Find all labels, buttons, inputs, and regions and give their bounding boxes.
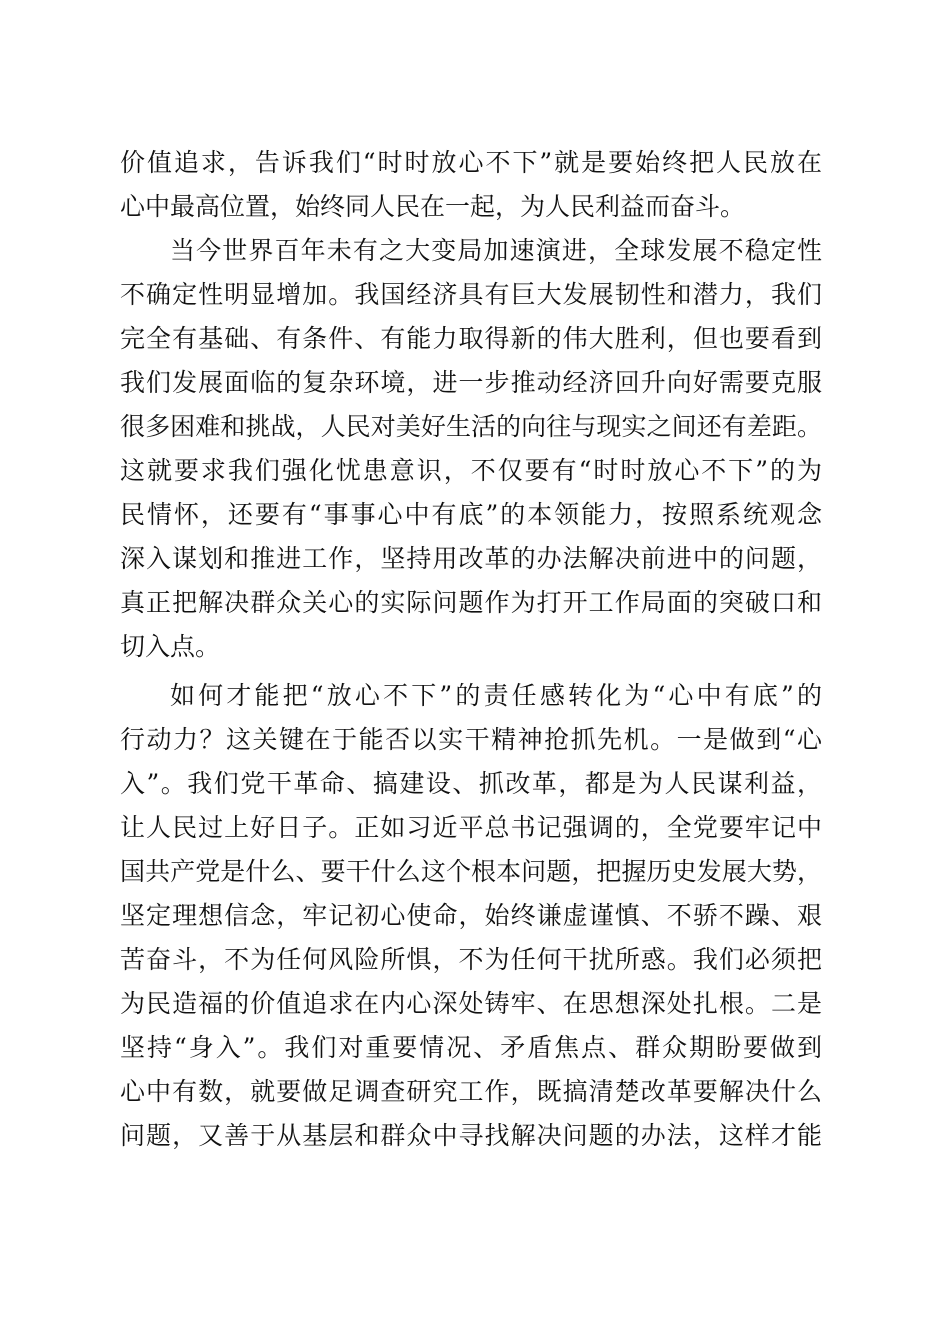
text-line: 问题，又善于从基层和群众中寻找解决问题的办法，这样才能 <box>120 1121 822 1150</box>
text-line: 坚持“身入”。我们对重要情况、矛盾焦点、群众期盼要做到 <box>120 1033 822 1062</box>
text-line: 很多困难和挑战，人民对美好生活的向往与现实之间还有差距。 <box>120 412 822 441</box>
text-line: 价值追求，告诉我们“时时放心不下”就是要始终把人民放在 <box>120 148 822 177</box>
text-line: 这就要求我们强化忧患意识，不仅要有“时时放心不下”的为 <box>120 456 822 485</box>
paragraph-3 <box>120 674 822 1158</box>
text-line: 心中有数，就要做足调查研究工作，既搞清楚改革要解决什么 <box>120 1077 822 1106</box>
text-line: 我们发展面临的复杂环境，进一步推动经济回升向好需要克服 <box>120 368 822 397</box>
text-line: 如何才能把“放心不下”的责任感转化为“心中有底”的 <box>170 681 822 710</box>
document-page <box>120 141 822 1158</box>
text-line: 真正把解决群众关心的实际问题作为打开工作局面的突破口和 <box>120 588 822 617</box>
text-line: 入”。我们党干革命、搞建设、抓改革，都是为人民谋利益， <box>120 769 822 798</box>
text-line: 不确定性明显增加。我国经济具有巨大发展韧性和潜力，我们 <box>120 280 822 309</box>
text-line: 让人民过上好日子。正如习近平总书记强调的，全党要牢记中 <box>120 813 822 842</box>
text-line: 民情怀，还要有“事事心中有底”的本领能力，按照系统观念 <box>120 500 822 529</box>
text-line: 完全有基础、有条件、有能力取得新的伟大胜利，但也要看到 <box>120 324 822 353</box>
text-line: 国共产党是什么、要干什么这个根本问题，把握历史发展大势， <box>120 857 822 886</box>
paragraph-1 <box>120 141 822 229</box>
text-line: 切入点。 <box>120 632 221 661</box>
text-line: 深入谋划和推进工作，坚持用改革的办法解决前进中的问题， <box>120 544 822 573</box>
text-line: 行动力？这关键在于能否以实干精神抢抓先机。一是做到“心 <box>120 725 822 754</box>
text-line: 当今世界百年未有之大变局加速演进，全球发展不稳定性 <box>170 236 822 265</box>
text-line: 苦奋斗，不为任何风险所惧，不为任何干扰所惑。我们必须把 <box>120 945 822 974</box>
text-line: 心中最高位置，始终同人民在一起，为人民利益而奋斗。 <box>120 192 746 221</box>
paragraph-2 <box>120 229 822 669</box>
text-line: 坚定理想信念，牢记初心使命，始终谦虚谨慎、不骄不躁、艰 <box>120 901 822 930</box>
text-line: 为民造福的价值追求在内心深处铸牢、在思想深处扎根。二是 <box>120 989 822 1018</box>
